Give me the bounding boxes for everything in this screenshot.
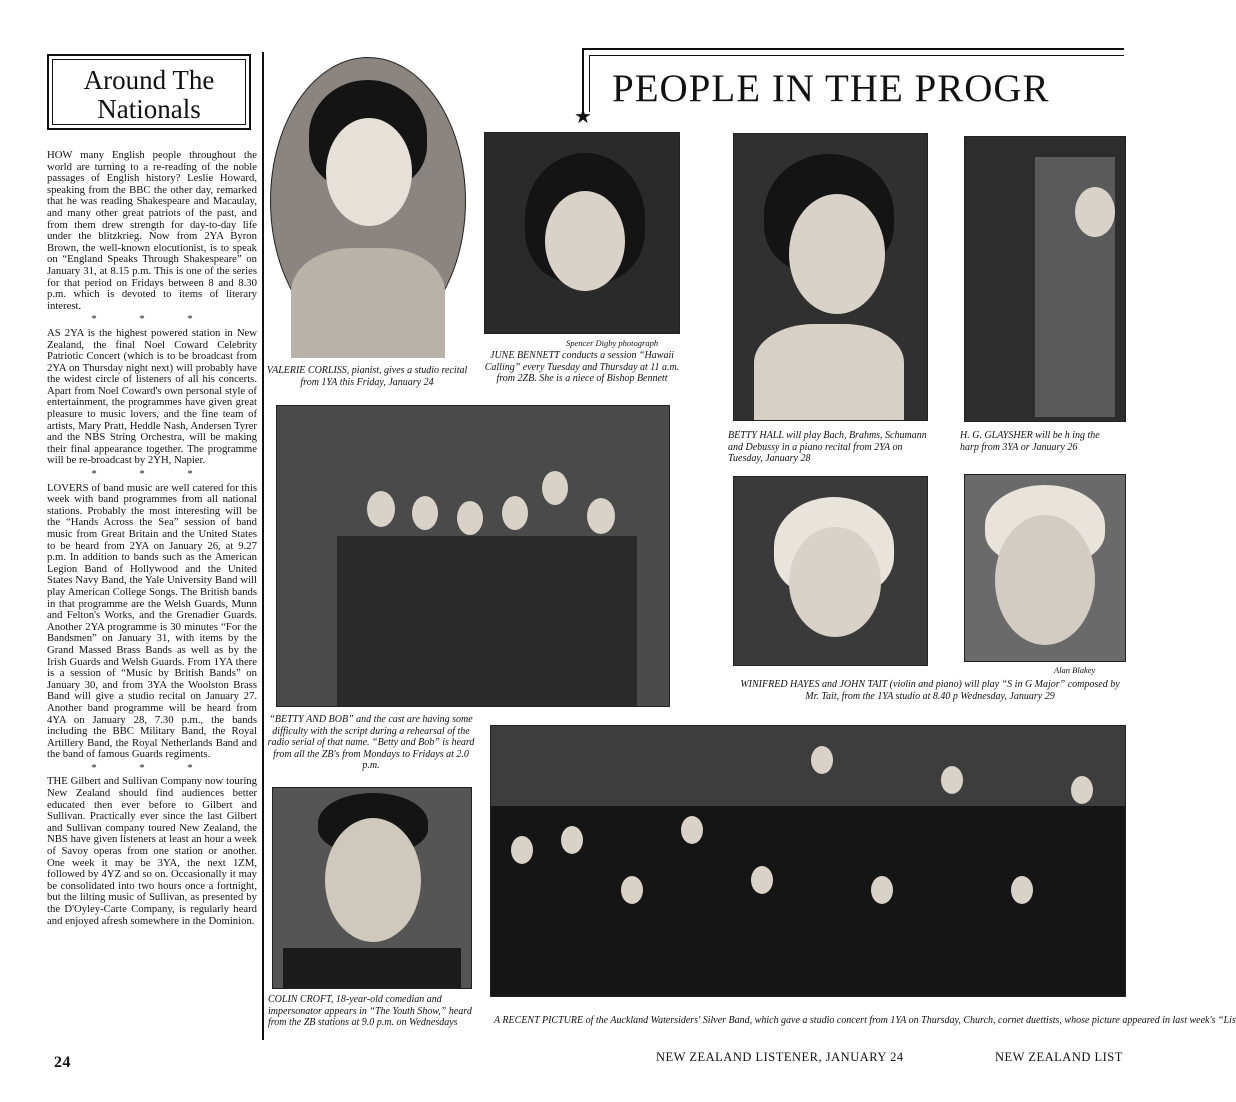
article-paragraph-2: AS 2YA is the highest powered station in New Zealand, the final Noel Coward Celebrity Patriotic Concert (which is to be broadcast from 2YA on Thursday night next) will probably have the widest circle of listeners of all his concerts. Apart from Noel Coward's own personal style of entertainment, the programmes have given great pleasure to music lovers, and the fine team of artists, Mary Pratt, Heddle Nash, Andersen Tyrer and the NBS String Orchestra, will be making their final appearance together. The programme will be re-broadcast by 2YH, Napier. [47,326,257,467]
caption-hayes-tait: WINIFRED HAYES and JOHN TAIT (violin and piano) will play “S in G Major” composed by Mr. Tait, from the 1YA studio at 8.40 p Wednesday, January 29 [740,679,1120,702]
footer-masthead: NEW ZEALAND LISTENER, JANUARY 24 [656,1050,904,1064]
portrait-winifred-hayes [733,476,928,666]
photo-auckland-watersiders-band [490,725,1126,997]
star-ornament-icon: ★ [574,104,592,128]
caption-band: A RECENT PICTURE of the Auckland Watersiders' Silver Band, which gave a studio concert from 1YA on Thursday, Church, cornet duettists, whose picture appeared in last week's “Lis [494,1015,1236,1026]
credit-spencer-digby: Spencer Digby photograph [566,338,659,348]
caption-betty-hall: BETTY HALL will play Bach, Brahms, Schumann and Debussy in a piano recital from 2YA on Tuesday, January 28 [728,430,927,464]
article-paragraph-4: THE Gilbert and Sullivan Company now touring New Zealand should find audiences better educated then ever before to Gilbert and Sullivan. Practically ever since the last Gilbert and Sullivan company toured New Zealand, the NBS have given listeners at least an hour a week of Savoy operas from one station or another. One week it may be 3YA, the next 1ZM, followed by 4YZ and so on. Occasionally it may be consolidated into two hours once a fortnight, but the lilting music of Sullivan, as presented by the D'Oyley-Carte Company, is regularly heard and enjoyed afresh somewhere in the Dominion. [47,775,257,927]
portrait-betty-hall [733,133,928,421]
article-paragraph-3: LOVERS of band music are well catered for this week with band programmes from all national stations. Probably the most interesting will be the “Hands Across the Sea” session of band music from Great Britain and the United States to be heard from 2YA on January 26, at 9.27 p.m. In addition to bands such as the American Legion Band of Hollywood and the United States Navy Band, the Yale University Band will play American College Songs. The British bands in that programme are the Welsh Guards, Munn and Felton's Works, and the Grenadier Guards. Another 2YA programme is 30 minutes “For the Bandsmen” on January 31, with items by the Grand Massed Brass Bands as well as by the Irish Guards and Welsh Guards. From 1YA there is a session of “Music by British Bands” on January 30, and from 3YA the Woolston Brass Band will give a studio recital on January 27. Another band programme will be heard from 4YA on January 28, 7.30 p.m., the bands including the BBC Military Band, the Royal Artillery Band, the Royal Netherlands Band and the band of famous Guards regiments. [47,481,257,761]
caption-valerie: VALERIE CORLISS, pianist, gives a studio recital from 1YA this Friday, January 24 [266,365,468,388]
separator-stars: * * * [91,468,213,481]
portrait-valerie-corliss [270,57,466,345]
page-number: 24 [54,1054,71,1071]
portrait-hg-glaysher [964,136,1126,422]
portrait-john-tait [964,474,1126,662]
portrait-colin-croft [272,787,472,989]
footer-masthead-right: NEW ZEALAND LIST [995,1050,1123,1064]
separator-stars: * * * [91,313,213,326]
column-rule [262,52,264,1040]
section-heading-line2: Nationals [97,94,201,124]
credit-alan-blakey: Alan Blakey [1054,665,1096,675]
caption-june: JUNE BENNETT conducts a session “Hawaii Calling” every Tuesday and Thursday at 11 a.m. from 2ZB. She is a niece of Bishop Bennett [484,350,680,384]
portrait-june-bennett [484,132,680,334]
caption-betty-and-bob: “BETTY AND BOB” and the cast are having some difficulty with the script during a rehearsal of the radio serial of that name. “Betty and Bob” is heard from all the ZB's from Mondays to Fridays at 2.0 p.m. [267,714,475,771]
photo-betty-and-bob-cast [276,405,670,707]
separator-stars: * * * [91,761,213,774]
banner-title: PEOPLE IN THE PROGR [612,67,1050,110]
section-heading-line1: Around The [83,65,215,95]
article-paragraph-1: HOW many English people throughout the world are turning to a re-reading of the noble passages of English history? Leslie Howard, speaking from the BBC the other day, remarked that he was reading Shakespeare and Macaulay, and many other great patriots of the past, and from them drew strength for day-to-day life under the blitzkrieg. Now from 2YA Byron Brown, the well-known elocutionist, is to speak on “England Speaks Through Shakespeare” on January 31, at 8.15 p.m. This is one of the series for that period on Fridays between 8 and 8.30 p.m. which is devoted to items of literary interest. [47,149,257,312]
caption-colin: COLIN CROFT, 18-year-old comedian and impersonator appears in “The Youth Show,” heard from the ZB stations at 9.0 p.m. on Wednesdays [268,994,472,1028]
article-column [47,150,257,927]
caption-glaysher: H. G. GLAYSHER will be h ing the harp from 3YA or January 26 [960,430,1100,453]
section-heading-box [47,54,251,130]
